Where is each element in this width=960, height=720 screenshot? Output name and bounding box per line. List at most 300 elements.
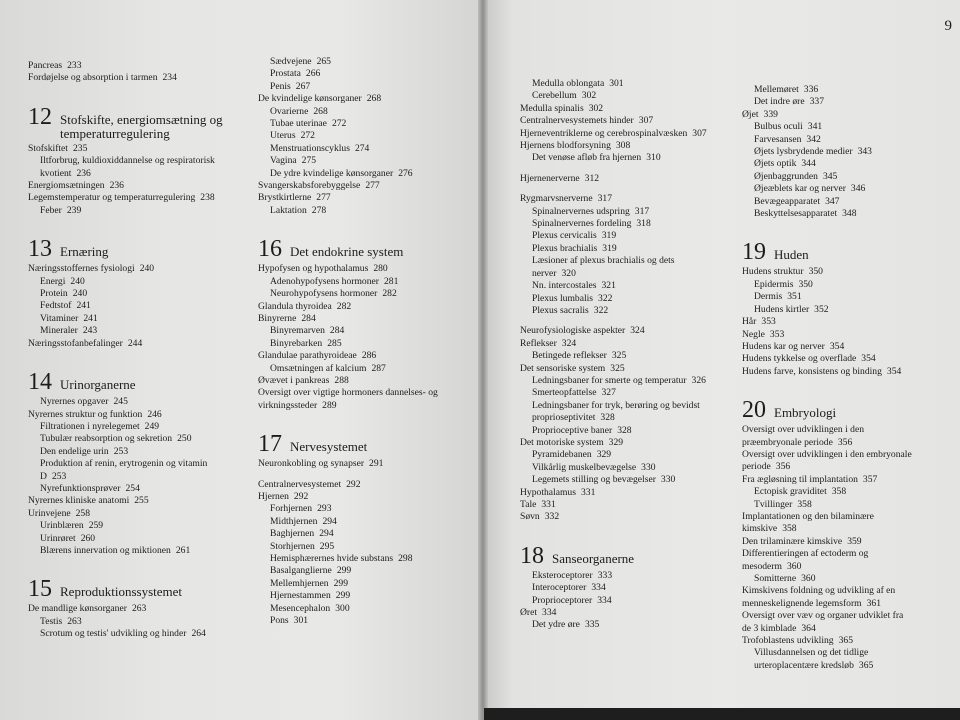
toc-entry-title: Hjernenerverne [520, 172, 580, 184]
toc-entry [742, 146, 914, 158]
chapter-title: Urinorganerne [60, 377, 136, 393]
toc-entry-title: Reflekser [520, 337, 557, 349]
toc-entry [520, 595, 720, 607]
toc-entry-title: Fordøjelse og absorption i tarmen [28, 72, 158, 84]
toc-entry [520, 400, 720, 425]
toc-entry-title: Energi [40, 275, 66, 287]
toc-entry-title: Nyrefunktionsprøver [40, 482, 121, 494]
toc-entry-page: 312 [584, 172, 600, 184]
toc-entry-title: Ledningsbaner for smerte og temperatur [532, 374, 687, 386]
toc-entry-page: 337 [809, 96, 825, 108]
toc-entry [28, 143, 234, 155]
toc-entry-title: Sædvejene [270, 56, 312, 67]
toc-entry [520, 280, 720, 292]
toc-entry-title: Pons [270, 615, 289, 627]
toc-entry-page: 299 [336, 565, 352, 577]
toc-entry-page: 319 [602, 242, 617, 254]
toc-entry-page: 299 [335, 590, 351, 602]
toc-entry-title: Scrotum og testis' udvikling og hinder [40, 628, 187, 640]
book-gutter [478, 0, 488, 720]
toc-entry [258, 118, 464, 130]
chapter-13-heading [28, 237, 234, 261]
toc-entry-page: 334 [591, 582, 606, 594]
toc-entry-title: Tale [520, 499, 537, 510]
toc-entry-page: 261 [175, 544, 191, 556]
toc-entry-title: Uterus [270, 130, 296, 142]
toc-entry-title: Hudens farve, konsistens og binding [742, 365, 882, 377]
toc-entry-title: Oversigt over vigtige hormoners dannelses- og virkningssteder [258, 387, 438, 411]
toc-entry-page: 328 [617, 424, 632, 436]
toc-entry [742, 536, 914, 548]
toc-entry-page: 325 [611, 350, 627, 362]
toc-column-4 [742, 84, 914, 672]
toc-entry-title: Hypofysen og hypothalamus [258, 263, 369, 275]
toc-entry [742, 341, 914, 353]
toc-entry-page: 272 [300, 130, 315, 142]
toc-entry-title: Farvesansen [754, 133, 802, 145]
toc-entry [258, 276, 464, 288]
toc-entry [520, 115, 720, 127]
toc-entry [520, 363, 720, 375]
toc-entry [258, 375, 464, 387]
toc-entry-page: 356 [837, 436, 853, 448]
toc-entry-page: 360 [801, 573, 816, 584]
toc-entry-page: 341 [807, 121, 823, 133]
toc-entry [742, 96, 914, 108]
toc-entry [258, 458, 464, 470]
toc-entry-page: 329 [608, 436, 624, 448]
toc-entry-title: Fra ægløsning til implantation [742, 473, 858, 485]
toc-entry-title: Medulla spinalis [520, 102, 584, 114]
toc-entry-title: Hemisphærernes hvide substans [270, 553, 394, 564]
toc-entry-title: Storhjernen [270, 540, 315, 552]
toc-entry-title: Glandulae parathyroideae [258, 350, 357, 362]
toc-entry-title: Filtrationen i nyrelegemet [40, 420, 140, 432]
toc-entry-title: Centralnervesystemets hinder [520, 115, 634, 127]
toc-entry [742, 366, 914, 378]
toc-column-2 [258, 56, 464, 627]
toc-entry [742, 158, 914, 170]
toc-entry [742, 573, 914, 585]
toc-entry-title: Villusdannelsen og det tidlige urteroplacentære kredsløb [754, 647, 869, 671]
toc-entry-title: Oversigt over udviklingen i den embryonale periode [742, 448, 912, 473]
toc-entry [28, 72, 234, 84]
toc-entry [258, 491, 464, 503]
toc-entry-page: 354 [829, 340, 845, 352]
toc-entry-title: Tubulær reabsorption og sekretion [40, 433, 173, 445]
toc-entry-title: Urinvejene [28, 507, 71, 519]
toc-entry-page: 358 [797, 498, 812, 510]
toc-entry-title: Forhjernen [270, 503, 313, 515]
toc-entry-page: 272 [331, 118, 347, 130]
page-number: 9 [944, 18, 952, 34]
toc-entry [28, 288, 234, 300]
toc-entry-title: Interoceptorer [532, 582, 587, 594]
toc-entry-page: 322 [598, 292, 613, 304]
table-edge [484, 708, 960, 720]
toc-entry-title: Vagina [270, 155, 297, 167]
toc-entry [258, 578, 464, 590]
toc-entry-page: 350 [798, 278, 813, 290]
toc-entry [742, 329, 914, 341]
toc-entry-page: 294 [319, 528, 334, 540]
toc-entry [258, 263, 464, 275]
toc-entry-page: 302 [588, 102, 604, 114]
toc-entry-title: Svangerskabsforebyggelse [258, 180, 361, 192]
toc-entry [28, 192, 234, 204]
toc-entry-page: 330 [660, 474, 676, 486]
toc-entry-page: 239 [66, 204, 82, 216]
toc-entry-page: 330 [641, 461, 656, 473]
toc-entry-title: Mellemøret [754, 84, 799, 95]
toc-entry-title: De kvindelige kønsorganer [258, 93, 362, 105]
toc-entry-page: 263 [67, 615, 82, 627]
toc-entry-page: 260 [80, 532, 96, 544]
toc-entry [520, 449, 720, 461]
toc-entry-title: Eksteroceptorer [532, 569, 593, 581]
toc-entry-title: Brystkirtlerne [258, 192, 312, 204]
toc-entry [258, 155, 464, 167]
toc-entry [520, 305, 720, 317]
toc-entry [520, 128, 720, 140]
toc-entry [258, 615, 464, 627]
toc-entry [742, 449, 914, 474]
toc-entry-title: Den trilaminære kimskive [742, 535, 843, 547]
toc-entry-title: Oversigt over udviklingen i den præembryonale periode [742, 424, 865, 448]
toc-entry [28, 409, 234, 421]
toc-entry-title: Plexus brachialis [532, 242, 598, 254]
toc-entry [28, 180, 234, 192]
chapter-title: Det endokrine system [290, 244, 404, 260]
toc-entry-page: 294 [322, 515, 337, 527]
toc-entry [28, 628, 234, 640]
toc-entry-page: 307 [638, 115, 654, 127]
toc-entry-page: 331 [580, 486, 596, 498]
toc-entry-page: 359 [847, 535, 862, 547]
toc-entry-page: 292 [293, 490, 309, 502]
toc-entry [520, 230, 720, 242]
toc-entry-title: Beskyttelsesapparatet [754, 208, 838, 220]
toc-entry [520, 293, 720, 305]
toc-entry-page: 361 [866, 597, 882, 609]
toc-entry [520, 499, 720, 511]
toc-entry-page: 334 [597, 594, 612, 606]
toc-entry-page: 346 [850, 183, 866, 195]
toc-entry [258, 528, 464, 540]
toc-entry-title: Baghjernen [270, 528, 315, 540]
toc-entry-page: 327 [601, 387, 616, 399]
toc-entry [28, 205, 234, 217]
chapter-12-heading [28, 105, 234, 141]
chapter-18-heading [520, 544, 720, 568]
toc-entry-page: 301 [293, 615, 309, 627]
toc-entry [742, 316, 914, 328]
chapter-number: 19 [742, 239, 766, 266]
toc-entry [742, 610, 914, 635]
toc-entry [520, 619, 720, 631]
toc-entry-title: Vitaminer [40, 312, 79, 324]
toc-entry-title: Feber [40, 204, 62, 216]
toc-entry-page: 364 [801, 622, 816, 634]
toc-entry-page: 285 [327, 337, 342, 349]
toc-entry-page: 267 [295, 80, 311, 92]
toc-entry [520, 103, 720, 115]
toc-entry [742, 511, 914, 536]
toc-entry [258, 338, 464, 350]
toc-entry [742, 585, 914, 610]
toc-entry [258, 143, 464, 155]
toc-entry-title: Det ydre øre [532, 619, 580, 631]
toc-entry [258, 313, 464, 325]
toc-entry [28, 155, 234, 180]
toc-entry-page: 352 [814, 303, 829, 315]
toc-entry-title: Somitterne [754, 573, 797, 584]
toc-entry-page: 250 [177, 433, 192, 445]
toc-entry-title: Negle [742, 328, 765, 340]
toc-entry-title: Hudens tykkelse og overflade [742, 353, 857, 365]
toc-entry [742, 486, 914, 498]
toc-entry [258, 590, 464, 602]
toc-entry-page: 358 [782, 523, 797, 535]
toc-entry [742, 279, 914, 291]
toc-entry-title: Fedtstof [40, 300, 72, 312]
toc-entry-page: 301 [609, 78, 624, 89]
toc-entry-page: 235 [72, 142, 88, 154]
toc-entry [742, 424, 914, 449]
toc-entry [28, 533, 234, 545]
toc-entry [742, 548, 914, 573]
toc-entry-title: Spinalnervernes udspring [532, 205, 630, 217]
toc-entry [258, 387, 464, 412]
toc-entry-title: Protein [40, 288, 68, 300]
toc-entry [258, 363, 464, 375]
toc-entry-page: 365 [858, 659, 874, 671]
chapter-number: 18 [520, 542, 544, 569]
toc-entry [28, 495, 234, 507]
toc-entry-title: Plexus cervicalis [532, 230, 597, 242]
toc-entry [258, 503, 464, 515]
toc-entry-title: Epidermis [754, 278, 794, 290]
toc-entry [520, 607, 720, 619]
toc-entry-title: Centralnervesystemet [258, 478, 342, 490]
chapter-number: 20 [742, 397, 766, 424]
toc-entry [742, 647, 914, 672]
toc-entry-page: 351 [787, 291, 802, 303]
toc-entry [28, 276, 234, 288]
toc-entry-title: Testis [40, 615, 63, 627]
toc-entry-title: Den endelige urin [40, 445, 109, 457]
toc-entry-page: 329 [596, 449, 612, 461]
toc-entry-page: 258 [75, 507, 91, 519]
toc-entry [520, 140, 720, 152]
toc-entry-page: 243 [82, 325, 98, 337]
toc-entry-title: Neurohypofysens hormoner [270, 288, 378, 300]
toc-entry-title: Implantationen og den bilaminære kimskive [742, 510, 874, 535]
toc-entry-title: Midthjernen [270, 515, 318, 527]
toc-entry-title: Kimskivens foldning og udvikling af en menneskelignende legemsform [742, 585, 896, 609]
toc-entry [742, 499, 914, 511]
toc-entry-page: 278 [311, 204, 327, 216]
toc-entry [520, 511, 720, 523]
chapter-14-heading [28, 370, 234, 394]
toc-entry-page: 288 [334, 374, 349, 386]
toc-entry [520, 425, 720, 437]
toc-entry [520, 206, 720, 218]
toc-entry-title: Vilkårlig muskelbevægelse [532, 461, 637, 473]
toc-entry-page: 268 [313, 105, 328, 117]
toc-entry-page: 277 [365, 180, 380, 192]
toc-entry-page: 284 [329, 325, 345, 337]
toc-entry [28, 603, 234, 615]
toc-entry-title: Næringsstoffernes fysiologi [28, 263, 135, 275]
chapter-title: Stofskifte, energiomsætning og temperaturregulering [60, 111, 223, 141]
toc-entry-page: 300 [335, 602, 350, 614]
toc-entry [258, 68, 464, 80]
toc-entry-page: 236 [109, 180, 124, 192]
toc-entry-page: 353 [761, 316, 776, 328]
toc-entry-page: 308 [615, 140, 631, 152]
toc-entry-page: 356 [775, 461, 791, 473]
toc-entry-page: 322 [593, 304, 609, 316]
toc-entry-page: 240 [70, 275, 85, 287]
toc-entry-page: 255 [134, 495, 149, 507]
toc-entry-title: Medulla oblongata [532, 78, 605, 89]
toc-entry-title: Pyramidebanen [532, 449, 592, 461]
chapter-number: 12 [28, 103, 52, 130]
toc-entry-title: Søvn [520, 511, 540, 523]
toc-entry-title: Binyrerne [258, 312, 297, 324]
toc-entry [28, 396, 234, 408]
toc-entry [520, 173, 720, 185]
toc-entry [258, 541, 464, 553]
toc-entry [742, 134, 914, 146]
toc-entry [258, 350, 464, 362]
toc-entry-page: 345 [822, 170, 838, 182]
toc-entry-page: 347 [825, 195, 840, 207]
toc-entry-title: Menstruationscyklus [270, 142, 350, 154]
toc-entry-title: Øjeæblets kar og nerver [754, 183, 846, 195]
toc-entry-page: 344 [801, 158, 816, 170]
toc-entry-title: Hjerneventriklerne og cerebrospinalvæsken [520, 127, 688, 139]
toc-entry-page: 263 [131, 603, 147, 615]
toc-entry-title: Legemets stilling og bevægelser [532, 474, 656, 486]
toc-entry [520, 243, 720, 255]
toc-entry-title: Mineraler [40, 325, 78, 337]
chapter-number: 17 [258, 431, 282, 458]
toc-entry-title: Glandula thyroidea [258, 300, 332, 312]
toc-entry [520, 152, 720, 164]
toc-entry-title: Læsioner af plexus brachialis og dets nerver [532, 255, 675, 279]
toc-entry-page: 298 [398, 553, 413, 564]
toc-entry [28, 433, 234, 445]
toc-entry [742, 109, 914, 121]
toc-entry-title: Iltforbrug, kuldioxiddannelse og respiratorisk kvotient [40, 155, 215, 179]
toc-entry [258, 93, 464, 105]
toc-entry-page: 350 [808, 266, 823, 278]
toc-entry [520, 218, 720, 230]
chapter-title: Embryologi [774, 405, 837, 421]
toc-entry [742, 208, 914, 220]
toc-entry-page: 310 [646, 152, 661, 164]
toc-entry-title: Ovarierne [270, 105, 309, 117]
toc-entry-title: Stofskiftet [28, 142, 68, 154]
toc-entry-title: Hudens kirtler [754, 303, 810, 315]
chapter-16-heading [258, 237, 464, 261]
toc-entry-title: Betingede reflekser [532, 350, 607, 362]
toc-entry [520, 582, 720, 594]
toc-entry [742, 291, 914, 303]
toc-entry [520, 462, 720, 474]
toc-entry-title: Øjet [742, 108, 759, 120]
toc-entry [520, 437, 720, 449]
toc-entry [742, 353, 914, 365]
toc-entry-page: 317 [597, 193, 612, 205]
toc-entry-title: Penis [270, 80, 291, 92]
toc-entry [520, 255, 720, 280]
toc-entry [742, 84, 914, 96]
toc-entry-title: Adenohypofysens hormoner [270, 275, 379, 287]
toc-entry-title: Hår [742, 316, 757, 328]
toc-entry-title: Nn. intercostales [532, 280, 597, 292]
toc-entry-title: Bulbus oculi [754, 121, 803, 133]
toc-entry [742, 635, 914, 647]
toc-entry [520, 474, 720, 486]
toc-entry-title: Tvillinger [754, 498, 793, 510]
toc-entry [258, 516, 464, 528]
toc-entry [258, 56, 464, 68]
toc-entry [520, 387, 720, 399]
toc-entry-page: 240 [139, 263, 155, 275]
toc-entry-page: 332 [544, 511, 560, 523]
toc-entry-title: Mellemhjernen [270, 577, 329, 589]
toc-entry-page: 268 [366, 93, 382, 105]
toc-entry-title: Hypothalamus [520, 486, 576, 498]
chapter-title: Huden [774, 247, 809, 263]
toc-entry-title: Spinalnervernes fordeling [532, 218, 632, 230]
toc-entry-title: Urinblæren [40, 520, 84, 532]
toc-entry-page: 318 [636, 218, 651, 230]
toc-entry [28, 483, 234, 495]
chapter-title: Nervesystemet [290, 439, 368, 455]
toc-entry-page: 284 [301, 312, 316, 324]
toc-entry-page: 358 [831, 486, 847, 498]
toc-entry-title: Produktion af renin, erytrogenin og vitamin D [40, 458, 208, 482]
toc-entry-page: 275 [301, 155, 317, 167]
toc-entry-page: 291 [369, 458, 384, 470]
toc-entry [28, 60, 234, 72]
toc-entry [742, 183, 914, 195]
toc-entry-page: 343 [857, 146, 872, 158]
toc-entry-page: 353 [769, 328, 785, 340]
toc-entry-page: 274 [354, 142, 370, 154]
toc-entry-page: 276 [398, 167, 413, 179]
toc-entry-title: Hjernen [258, 490, 289, 502]
toc-entry [28, 545, 234, 557]
toc-entry-title: Legemstemperatur og temperaturregulering [28, 192, 196, 204]
chapter-19-heading [742, 240, 914, 264]
toc-entry-title: Det indre øre [754, 96, 805, 108]
toc-entry-title: Dermis [754, 291, 783, 303]
toc-entry-title: Det motoriske system [520, 436, 604, 448]
toc-entry-page: 295 [319, 540, 335, 552]
toc-entry-page: 365 [838, 635, 853, 647]
toc-entry-page: 320 [561, 267, 576, 279]
toc-entry-title: Det venøse afløb fra hjernen [532, 152, 642, 164]
toc-entry-title: Det sensoriske system [520, 362, 606, 374]
toc-entry-page: 319 [601, 230, 617, 242]
chapter-number: 14 [28, 369, 52, 396]
chapter-number: 13 [28, 236, 52, 263]
